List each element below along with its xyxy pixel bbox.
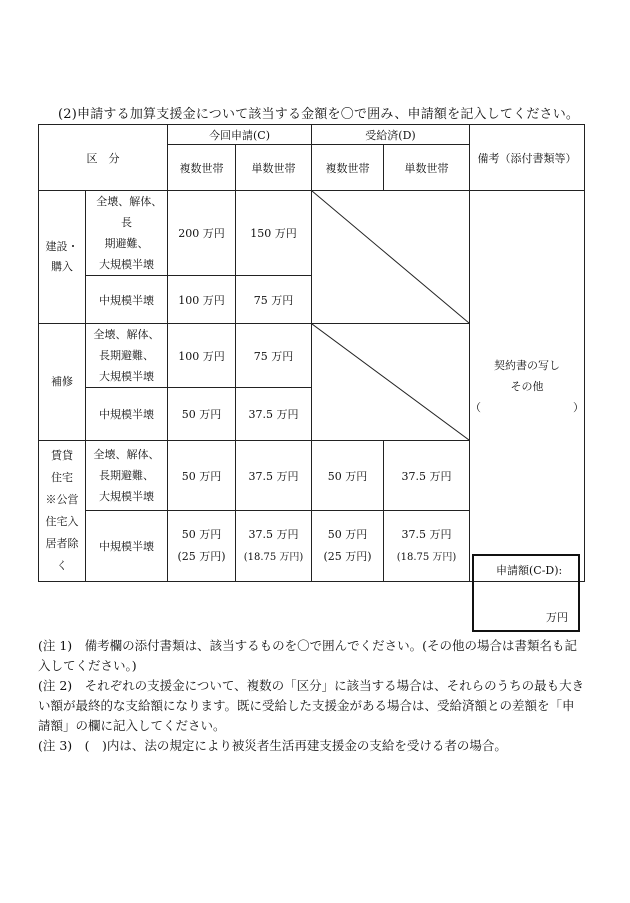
not-applicable-cell	[312, 191, 470, 324]
remarks-header: 備考（添付書類等）	[470, 125, 585, 191]
current-application-header: 今回申請(C)	[168, 125, 312, 145]
amount-cell: 37.5 万円	[236, 441, 312, 511]
note-3: (注 3) ( )内は、法の規定により被災者生活再建支援金の支給を受ける者の場合。	[38, 738, 507, 753]
amount-cell: 100 万円	[168, 324, 236, 388]
amount-cell: 37.5 万円 (18.75 万円)	[384, 511, 470, 582]
note-2: (注 2) それぞれの支援金について、複数の「区分」に該当する場合は、それらのうちの最も大きい額が最終的な支給額になります。既に受給した支援金がある場合は、受給済額との差額を「申請額」の欄に記入してください。	[38, 678, 585, 733]
amount-cell: 100 万円	[168, 276, 236, 324]
category-construction: 建設・ 購入	[39, 191, 86, 324]
amount-cell: 200 万円	[168, 191, 236, 276]
amount-cell: 37.5 万円 (18.75 万円)	[236, 511, 312, 582]
amount-cell: 50 万円 (25 万円)	[312, 511, 384, 582]
current-multi-header: 複数世帯	[168, 145, 236, 191]
current-single-header: 単数世帯	[236, 145, 312, 191]
application-amount-label: 申請額(C-D):	[496, 564, 563, 577]
received-single-header: 単数世帯	[384, 145, 470, 191]
amount-cell: 75 万円	[236, 276, 312, 324]
amount-cell: 75 万円	[236, 324, 312, 388]
note-1: (注 1) 備考欄の添付書類は、該当するものを〇で囲んでください。(その他の場合は書類名も記入してください。)	[38, 638, 578, 673]
amount-cell: 50 万円	[312, 441, 384, 511]
amount-cell: 37.5 万円	[384, 441, 470, 511]
subcategory-repair-full: 全壊、解体、 長期避難、 大規模半壊	[86, 324, 168, 388]
amount-cell: 150 万円	[236, 191, 312, 276]
category-header: 区 分	[39, 125, 168, 191]
amount-cell: 50 万円 (25 万円)	[168, 511, 236, 582]
amount-cell: 37.5 万円	[236, 388, 312, 441]
notes-section	[38, 636, 586, 756]
subcategory-rental-medium: 中規模半壊	[86, 511, 168, 582]
diagonal-line	[312, 324, 469, 440]
category-repair: 補修	[39, 324, 86, 441]
category-rental: 賃貸 住宅 ※公営 住宅入 居者除 く	[39, 441, 86, 582]
subcategory-repair-medium: 中規模半壊	[86, 388, 168, 441]
remarks-cell[interactable]: 契約書の写し その他 （ ）	[470, 191, 585, 582]
received-multi-header: 複数世帯	[312, 145, 384, 191]
subcategory-rental-full: 全壊、解体、 長期避難、 大規模半壊	[86, 441, 168, 511]
not-applicable-cell	[312, 324, 470, 441]
subcategory-construction-full: 全壊、解体、 長 期避難、 大規模半壊	[86, 191, 168, 276]
amount-cell: 50 万円	[168, 388, 236, 441]
received-header: 受給済(D)	[312, 125, 470, 145]
application-amount-unit: 万円	[546, 611, 568, 624]
application-amount-box[interactable]	[472, 554, 580, 632]
amount-cell: 50 万円	[168, 441, 236, 511]
diagonal-line	[312, 191, 469, 323]
support-amount-table	[38, 124, 585, 582]
subcategory-construction-medium: 中規模半壊	[86, 276, 168, 324]
section-heading: (2)申請する加算支援金について該当する金額を〇で囲み、申請額を記入してください。	[58, 107, 580, 122]
